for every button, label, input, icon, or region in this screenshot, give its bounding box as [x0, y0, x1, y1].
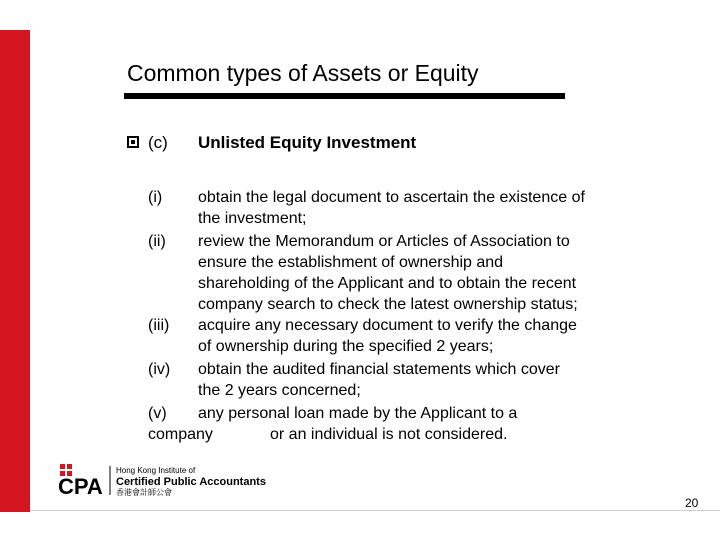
item-text: acquire any necessary document to verify the change of ownership during the specified 2 years; — [198, 317, 577, 355]
item-number: (ii) — [148, 233, 166, 250]
slide-title: Common types of Assets or Equity — [127, 60, 479, 86]
title-underline — [124, 93, 565, 99]
svg-text:CPA: CPA — [58, 474, 103, 498]
item-continuation: company — [148, 426, 213, 443]
page-number: 20 — [685, 496, 699, 510]
item-continuation: or an individual is not considered. — [270, 426, 508, 443]
accent-bar — [0, 30, 30, 512]
item-number: (iv) — [148, 361, 171, 378]
section-heading: Unlisted Equity Investment — [198, 133, 417, 152]
square-bullet-icon — [127, 136, 139, 148]
item-number: (iii) — [148, 317, 170, 334]
footer-divider — [30, 510, 720, 511]
hkicpa-logo — [58, 462, 288, 503]
item-number: (i) — [148, 189, 163, 206]
svg-text:香港會計師公會: 香港會計師公會 — [116, 488, 172, 497]
cpa-logo-icon — [58, 462, 288, 498]
item-text: review the Memorandum or Articles of Association to ensure the establishment of ownership and shareholding of the Applicant and to obtain the recent company search to check the latest ownership status; — [198, 233, 578, 313]
section-label: (c) — [148, 133, 168, 152]
svg-text:Certified Public Accountants: Certified Public Accountants — [116, 476, 266, 488]
item-text: obtain the audited financial statements which cover the 2 years concerned; — [198, 361, 560, 399]
item-text: obtain the legal document to ascertain the existence of the investment; — [198, 189, 585, 227]
svg-text:Hong Kong Institute of: Hong Kong Institute of — [116, 466, 196, 475]
item-number: (v) — [148, 405, 167, 422]
item-text: any personal loan made by the Applicant to a — [198, 405, 518, 422]
